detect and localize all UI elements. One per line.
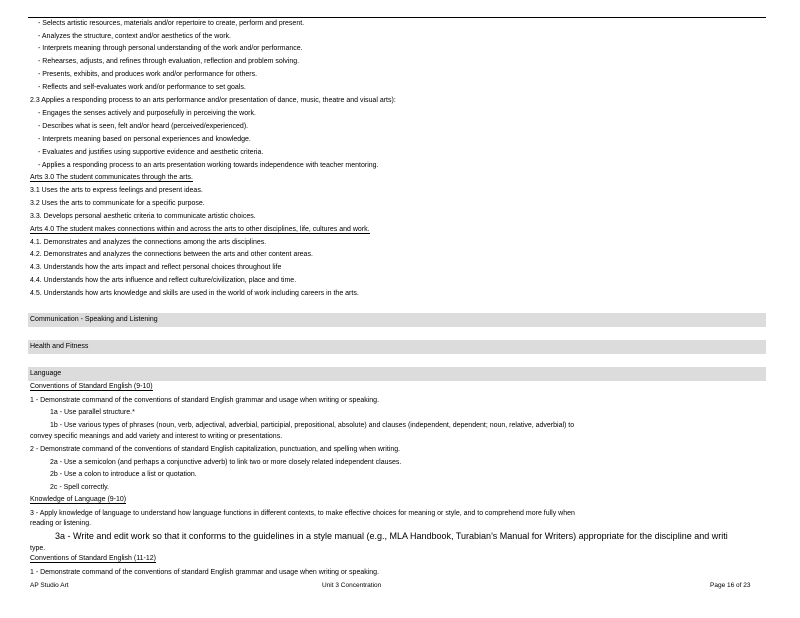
list-item: 2 - Demonstrate command of the conventions of standard English capitalization, punctuation, and spelling when writing. [30,446,401,453]
list-item: 2c - Spell correctly. [50,484,109,491]
list-item: 4.5. Understands how arts knowledge and skills are used in the world of work including careers in the arts. [30,290,359,297]
list-item: - Interprets meaning based on personal experiences and knowledge. [38,136,251,143]
list-item: 4.4. Understands how the arts influence and reflect culture/civilization, place and time. [30,277,297,284]
list-item: - Selects artistic resources, materials and/or repertoire to create, perform and present. [38,20,305,27]
list-item-continued: convey specific meanings and add variety and interest to writing or presentations. [30,433,283,440]
footer-center: Unit 3 Concentration [322,582,382,589]
footer-left: AP Studio Art [30,582,69,589]
list-item: 1 - Demonstrate command of the conventions of standard English grammar and usage when writing or speaking. [30,397,380,404]
list-item: 2a - Use a semicolon (and perhaps a conjunctive adverb) to link two or more closely related independent clauses. [50,459,402,466]
list-item: 3.1 Uses the arts to express feelings and present ideas. [30,187,203,194]
list-item: - Evaluates and justifies using supportive evidence and aesthetic criteria. [38,149,264,156]
list-item: 1b - Use various types of phrases (noun, verb, adjectival, adverbial, participial, prepositional, absolute) and clauses (independent, dependent; noun, relative, adverbial) to [50,422,575,429]
list-item-continued: reading or listening. [30,520,92,527]
arts-3-heading [30,173,193,182]
list-item: 4.2. Demonstrates and analyzes the connections between the arts and other content areas. [30,251,313,258]
list-item: 1 - Demonstrate command of the conventions of standard English grammar and usage when writing or speaking. [30,569,380,576]
band-label: Language [30,370,62,377]
section-band-language [28,367,766,381]
list-item: 2b - Use a colon to introduce a list or quotation. [50,471,197,478]
section-band-health [28,340,766,354]
arts-4-heading [30,225,370,234]
band-label: Health and Fitness [30,343,89,350]
conventions-heading-11-12 [30,554,156,563]
list-item: 4.3. Understands how the arts impact and reflect personal choices throughout life [30,264,282,271]
section-band-communication [28,313,766,327]
top-rule [28,17,766,18]
list-item: - Rehearses, adjusts, and refines through evaluation, reflection and problem solving. [38,58,300,65]
list-item: 1a - Use parallel structure.* [50,409,135,416]
conventions-heading-text: Conventions of Standard English (9-10) [30,383,153,390]
list-item: 3 - Apply knowledge of language to understand how language functions in different contexts, to make effective choices for meaning or style, and to comprehend more fully when [30,510,575,517]
list-item: - Presents, exhibits, and produces work and/or performance for others. [38,71,258,78]
band-label: Communication - Speaking and Listening [30,316,158,323]
list-item: - Reflects and self-evaluates work and/or performance to set goals. [38,84,246,91]
list-item: - Describes what is seen, felt and/or heard (perceived/experienced). [38,123,249,130]
knowledge-heading-text: Knowledge of Language (9-10) [30,496,127,503]
list-item: - Engages the senses actively and purposefully in perceiving the work. [38,110,256,117]
list-item: - Analyzes the structure, context and/or aesthetics of the work. [38,33,231,40]
list-item: 3.3. Develops personal aesthetic criteria to communicate artistic choices. [30,213,256,220]
arts-4-heading-text: Arts 4.0 The student makes connections within and across the arts to other disciplines, life, cultures and work. [30,226,370,233]
conventions-heading-9-10 [30,382,153,391]
list-item-continued: type. [30,545,46,552]
list-item: 3.2 Uses the arts to communicate for a specific purpose. [30,200,205,207]
list-item: - Interprets meaning through personal understanding of the work and/or performance. [38,45,303,52]
conventions-heading-text: Conventions of Standard English (11-12) [30,555,156,562]
list-item-emphasized: 3a - Write and edit work so that it conforms to the guidelines in a style manual (e.g., MLA Handbook, Turabian's Manual for Writers) appropriate for the discipline and writi [55,531,728,541]
footer-page-number: Page 16 of 23 [710,582,751,589]
section-heading-2-3: 2.3 Applies a responding process to an arts performance and/or presentation of dance, music, theatre and visual arts): [30,97,396,104]
list-item: - Applies a responding process to an arts presentation working towards independence with teacher mentoring. [38,162,379,169]
knowledge-heading [30,495,126,504]
arts-3-heading-text: Arts 3.0 The student communicates through the arts. [30,174,193,181]
list-item: 4.1. Demonstrates and analyzes the connections among the arts disciplines. [30,239,267,246]
